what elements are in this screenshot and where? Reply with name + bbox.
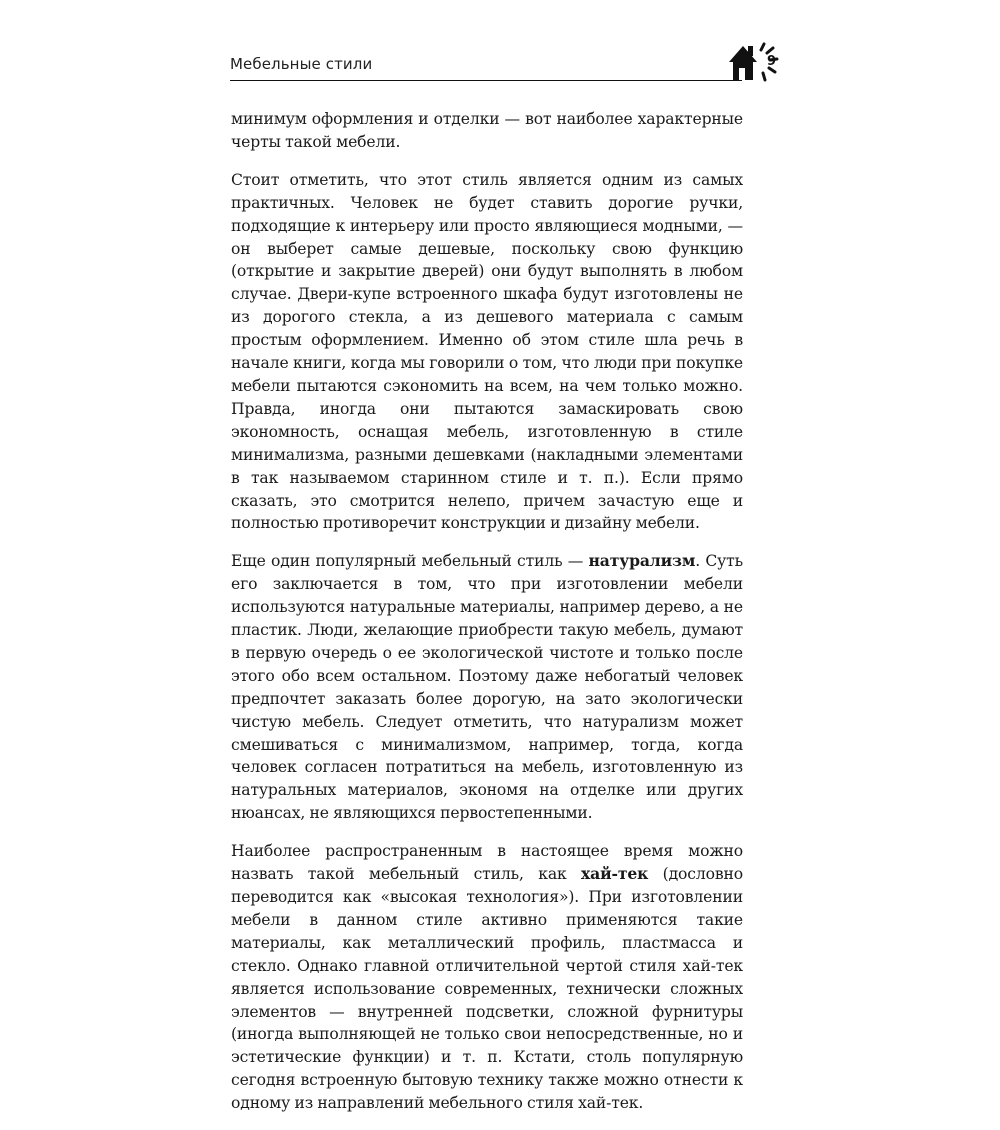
paragraph-3-text-after: . Суть его заключается в том, что при изготовлении мебели используются натуральные материалы, например дерево, а не пластик. Люди, желающие приобрести такую мебель, думают в первую очередь о ее экологической чистоте и только после этого обо всем остальном. Поэтому даже небогатый человек предпочтет заказать более дорогую, на зато экологически чистую мебель. Следует отметить, что натурализм может смешиваться с минимализмом, например, тогда, когда человек согласен потратиться на мебель, изготовленную из натуральных материалов, экономя на отделке или других нюансах, не являющихся первостепенными. bbox=[231, 552, 743, 823]
page-number: 9 bbox=[767, 54, 777, 69]
term-naturalism: натурализм bbox=[588, 551, 696, 571]
house-icon bbox=[727, 40, 785, 86]
paragraph-2: Стоит отметить, что этот стиль является одним из самых практичных. Человек не будет ставить дорогие ручки, подходящие к интерьеру или просто являющиеся модными, — он выберет самые дешевые, поскольку свою функцию (открытие и закрытие дверей) они будут выполнять в любом случае. Двери-купе встроенного шкафа будут изготовлены не из дорогого стекла, а из дешевого материала с самым простым оформлением. Именно об этом стиле шла речь в начале книги, когда мы говорили о том, что люди при покупке мебели пытаются сэкономить на всем, на чем только можно. Правда, иногда они пытаются замаскировать свою экономность, оснащая мебель, изготовленную в стиле минимализма, разными дешевками (накладными элементами в так называемом старинном стиле и т. п.). Если прямо сказать, это смотрится нелепо, причем зачастую еще и полностью противоречит конструкции и дизайну мебели. bbox=[231, 170, 743, 533]
page-badge bbox=[727, 40, 785, 86]
header-rule bbox=[230, 80, 742, 81]
paragraph-4 bbox=[231, 840, 743, 1115]
paragraph-3-text-before: Еще один популярный мебельный стиль — bbox=[231, 552, 589, 571]
running-head: Мебельные стили bbox=[230, 55, 373, 73]
paragraph-4-text-before: Наиболее распространенным в настоящее время можно назвать такой мебельный стиль, как bbox=[231, 842, 743, 884]
paragraph-3 bbox=[231, 550, 743, 825]
paragraph-4-text-after: (дословно переводится как «высокая технология»). При изготовлении мебели в данном стиле активно применяются такие материалы, как металлический профиль, пластмасса и стекло. Однако главной отличительной чертой стиля хай-тек является использование современных, технически сложных элементов — внутренней подсветки, сложной фурнитуры (иногда выполняющей не только свои непосредственные, но и эстетические функции) и т. п. Кстати, столь популярную сегодня встроенную бытовую технику также можно отнести к одному из направлений мебельного стиля хай-тек. bbox=[231, 865, 743, 1113]
term-hi-tech: хай-тек bbox=[581, 864, 649, 884]
body-text bbox=[231, 108, 743, 1130]
paragraph-1: минимум оформления и отделки — вот наиболее характерные черты такой мебели. bbox=[231, 110, 743, 151]
